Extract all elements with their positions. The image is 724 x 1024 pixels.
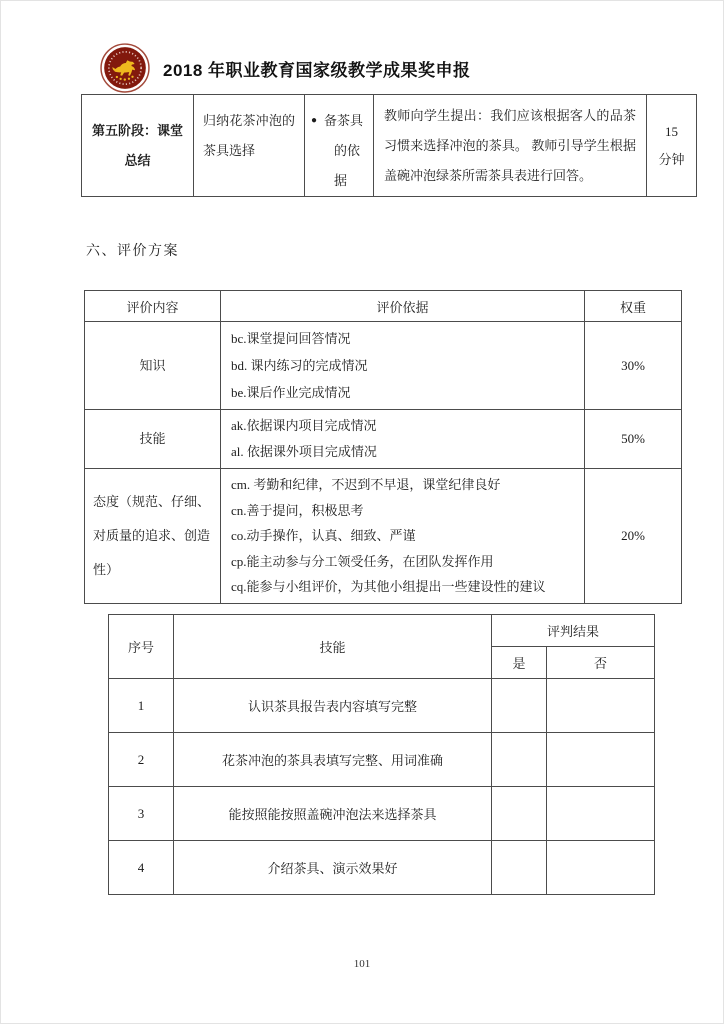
point-line: 备茶具 [324,113,364,128]
basis-cell [221,322,585,410]
basis-item: be.课后作业完成情况 [231,385,351,400]
result-no-cell [547,841,655,895]
stage-description-cell: 教师向学生提出：我们应该根据客人的品茶习惯来选择冲泡的茶具。 教师引导学生根据盖碗冲泡绿茶所需茶具表进行回答。 [374,95,647,197]
stage-table [81,94,697,197]
row-number-cell: 4 [109,841,174,895]
basis-cell [221,410,585,469]
stage-duration-cell [647,95,697,197]
skills-header-row-1 [109,615,655,647]
basis-cell [221,469,585,604]
basis-item: cp.能主动参与分工领受任务，在团队发挥作用 [231,553,494,569]
row-number-cell: 1 [109,679,174,733]
evaluation-header-row [85,291,682,322]
weight-cell: 30% [585,322,682,410]
result-yes-cell [492,841,547,895]
basis-item: ak.依据课内项目完成情况 [231,418,377,433]
col-header-no: 序号 [109,615,174,679]
stage-table-row [82,95,697,197]
skills-row [109,733,655,787]
evaluation-table [84,290,682,604]
evaluation-row-attitude [85,469,682,604]
content-cell: 技能 [85,410,221,469]
col-header-deny: 否 [547,647,655,679]
col-header-content: 评价内容 [85,291,221,322]
result-no-cell [547,787,655,841]
bullet-icon: ● [311,115,318,126]
skill-cell: 介绍茶具、演示效果好 [174,841,492,895]
result-yes-cell [492,787,547,841]
basis-item: bc.课堂提问回答情况 [231,331,351,346]
weight-cell: 50% [585,410,682,469]
section-heading: 六、评价方案 [86,244,179,259]
weight-cell: 20% [585,469,682,604]
skills-row [109,787,655,841]
school-seal-icon [100,43,150,93]
result-yes-cell [492,679,547,733]
stage-point-cell [305,95,374,197]
row-number-cell: 2 [109,733,174,787]
col-header-result: 评判结果 [492,615,655,647]
page-number: 101 [353,958,371,970]
result-yes-cell [492,733,547,787]
basis-item: bd. 课内练习的完成情况 [231,358,368,373]
skills-row [109,841,655,895]
basis-item: cn.善于提问，积极思考 [231,502,364,518]
skill-cell: 花茶冲泡的茶具表填写完整、用词准确 [174,733,492,787]
col-header-skill: 技能 [174,615,492,679]
skills-table [108,614,655,895]
result-no-cell [547,679,655,733]
basis-item: cq.能参与小组评价，为其他小组提出一些建设性的建议 [231,579,546,594]
duration-unit: 分钟 [658,151,685,167]
point-line: 的依据 [334,143,361,188]
stage-activity-cell: 归纳花茶冲泡的茶具选择 [194,95,305,197]
content-cell: 知识 [85,322,221,410]
content-cell: 态度（规范、仔细、对质量的追求、创造性） [85,469,221,604]
skill-cell: 能按照能按照盖碗冲泡法来选择茶具 [174,787,492,841]
col-header-yes: 是 [492,647,547,679]
stage-name-cell: 第五阶段：课堂总结 [82,95,194,197]
page-title: 2018 年职业教育国家级教学成果奖申报 [163,60,471,80]
evaluation-row-skill [85,410,682,469]
page-header [100,43,471,93]
result-no-cell [547,733,655,787]
skill-cell: 认识茶具报告表内容填写完整 [174,679,492,733]
col-header-basis: 评价依据 [221,291,585,322]
evaluation-row-knowledge [85,322,682,410]
basis-item: cm. 考勤和纪律，不迟到不早退，课堂纪律良好 [231,477,501,492]
basis-item: al. 依据课外项目完成情况 [231,444,377,459]
row-number-cell: 3 [109,787,174,841]
skills-row [109,679,655,733]
duration-value: 15 [665,123,678,139]
col-header-weight: 权重 [585,291,682,322]
basis-item: co.动手操作，认真、细致、严谨 [231,528,416,543]
